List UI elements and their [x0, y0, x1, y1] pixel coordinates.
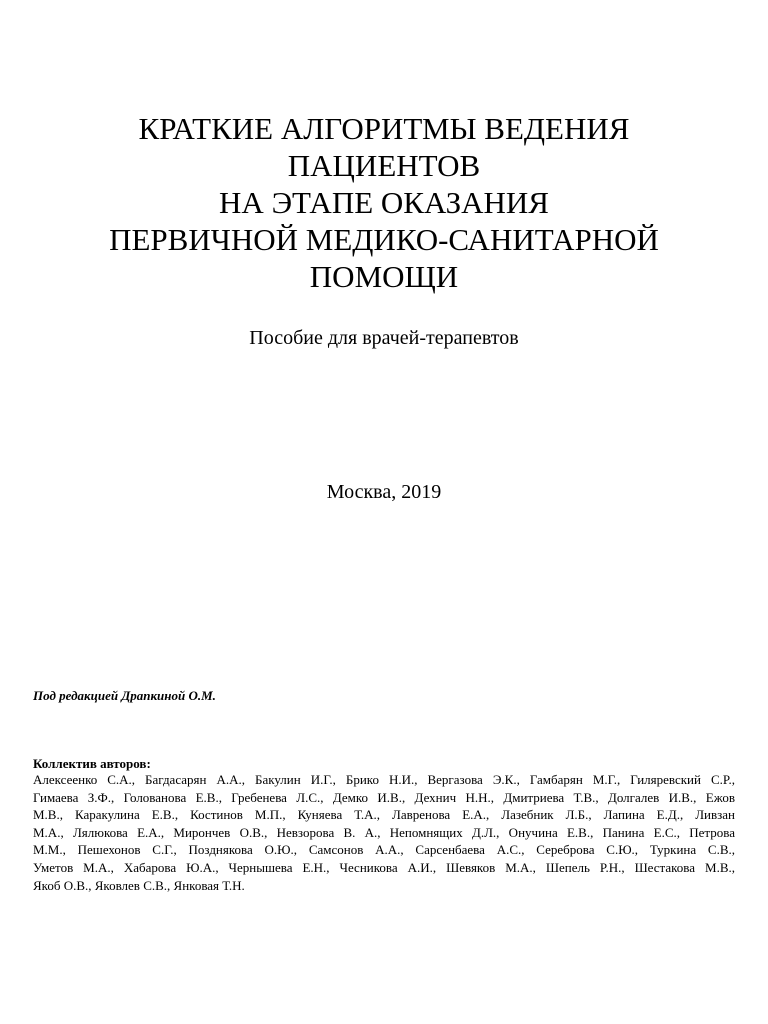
authors-line: М.М., Пешехонов С.Г., Позднякова О.Ю., Самсонов А.А., Сарсенбаева А.С., Сереброва С.Ю., Туркина С.В.,	[33, 842, 735, 858]
authors-line: М.В., Каракулина Е.В., Костинов М.П., Куняева Т.А., Лавренова Е.А., Лазебник Л.Б., Лапина Е.Д., Ливзан	[33, 807, 735, 823]
editor-credit: Под редакцией Драпкиной О.М.	[33, 688, 216, 703]
title-line: ПАЦИЕНТОВ	[287, 148, 481, 183]
authors-line: Уметов М.А., Хабарова Ю.А., Чернышева Е.Н., Чесникова А.И., Шевяков М.А., Шепель Р.Н., Шестакова М.В.,	[33, 859, 735, 875]
title-line: ПЕРВИЧНОЙ МЕДИКО-САНИТАРНОЙ	[109, 222, 659, 257]
authors-heading: Коллектив авторов:	[33, 756, 151, 771]
title-line: ПОМОЩИ	[309, 259, 459, 294]
document-subtitle: Пособие для врачей-терапевтов	[249, 327, 519, 349]
title-line: НА ЭТАПЕ ОКАЗАНИЯ	[219, 185, 549, 220]
authors-line: М.А., Лялюкова Е.А., Мирончев О.В., Невзорова В. А., Непомнящих Д.Л., Онучина Е.В., Панина Е.С., Петрова	[33, 824, 735, 840]
title-line: КРАТКИЕ АЛГОРИТМЫ ВЕДЕНИЯ	[138, 111, 630, 146]
publication-place-year: Москва, 2019	[326, 481, 442, 503]
authors-list	[33, 771, 735, 894]
authors-line: Алексеенко С.А., Багдасарян А.А., Бакулин И.Г., Брико Н.И., Вергазова Э.К., Гамбарян М.Г., Гиляревский С.Р.,	[33, 772, 735, 787]
authors-line: Якоб О.В., Яковлев С.В., Янковая Т.Н.	[33, 877, 245, 893]
document-title	[60, 110, 708, 295]
authors-line: Гимаева З.Ф., Голованова Е.В., Гребенева Л.С., Демко И.В., Дехнич Н.Н., Дмитриева Т.В., Долгалев И.В., Ежов	[33, 789, 735, 805]
